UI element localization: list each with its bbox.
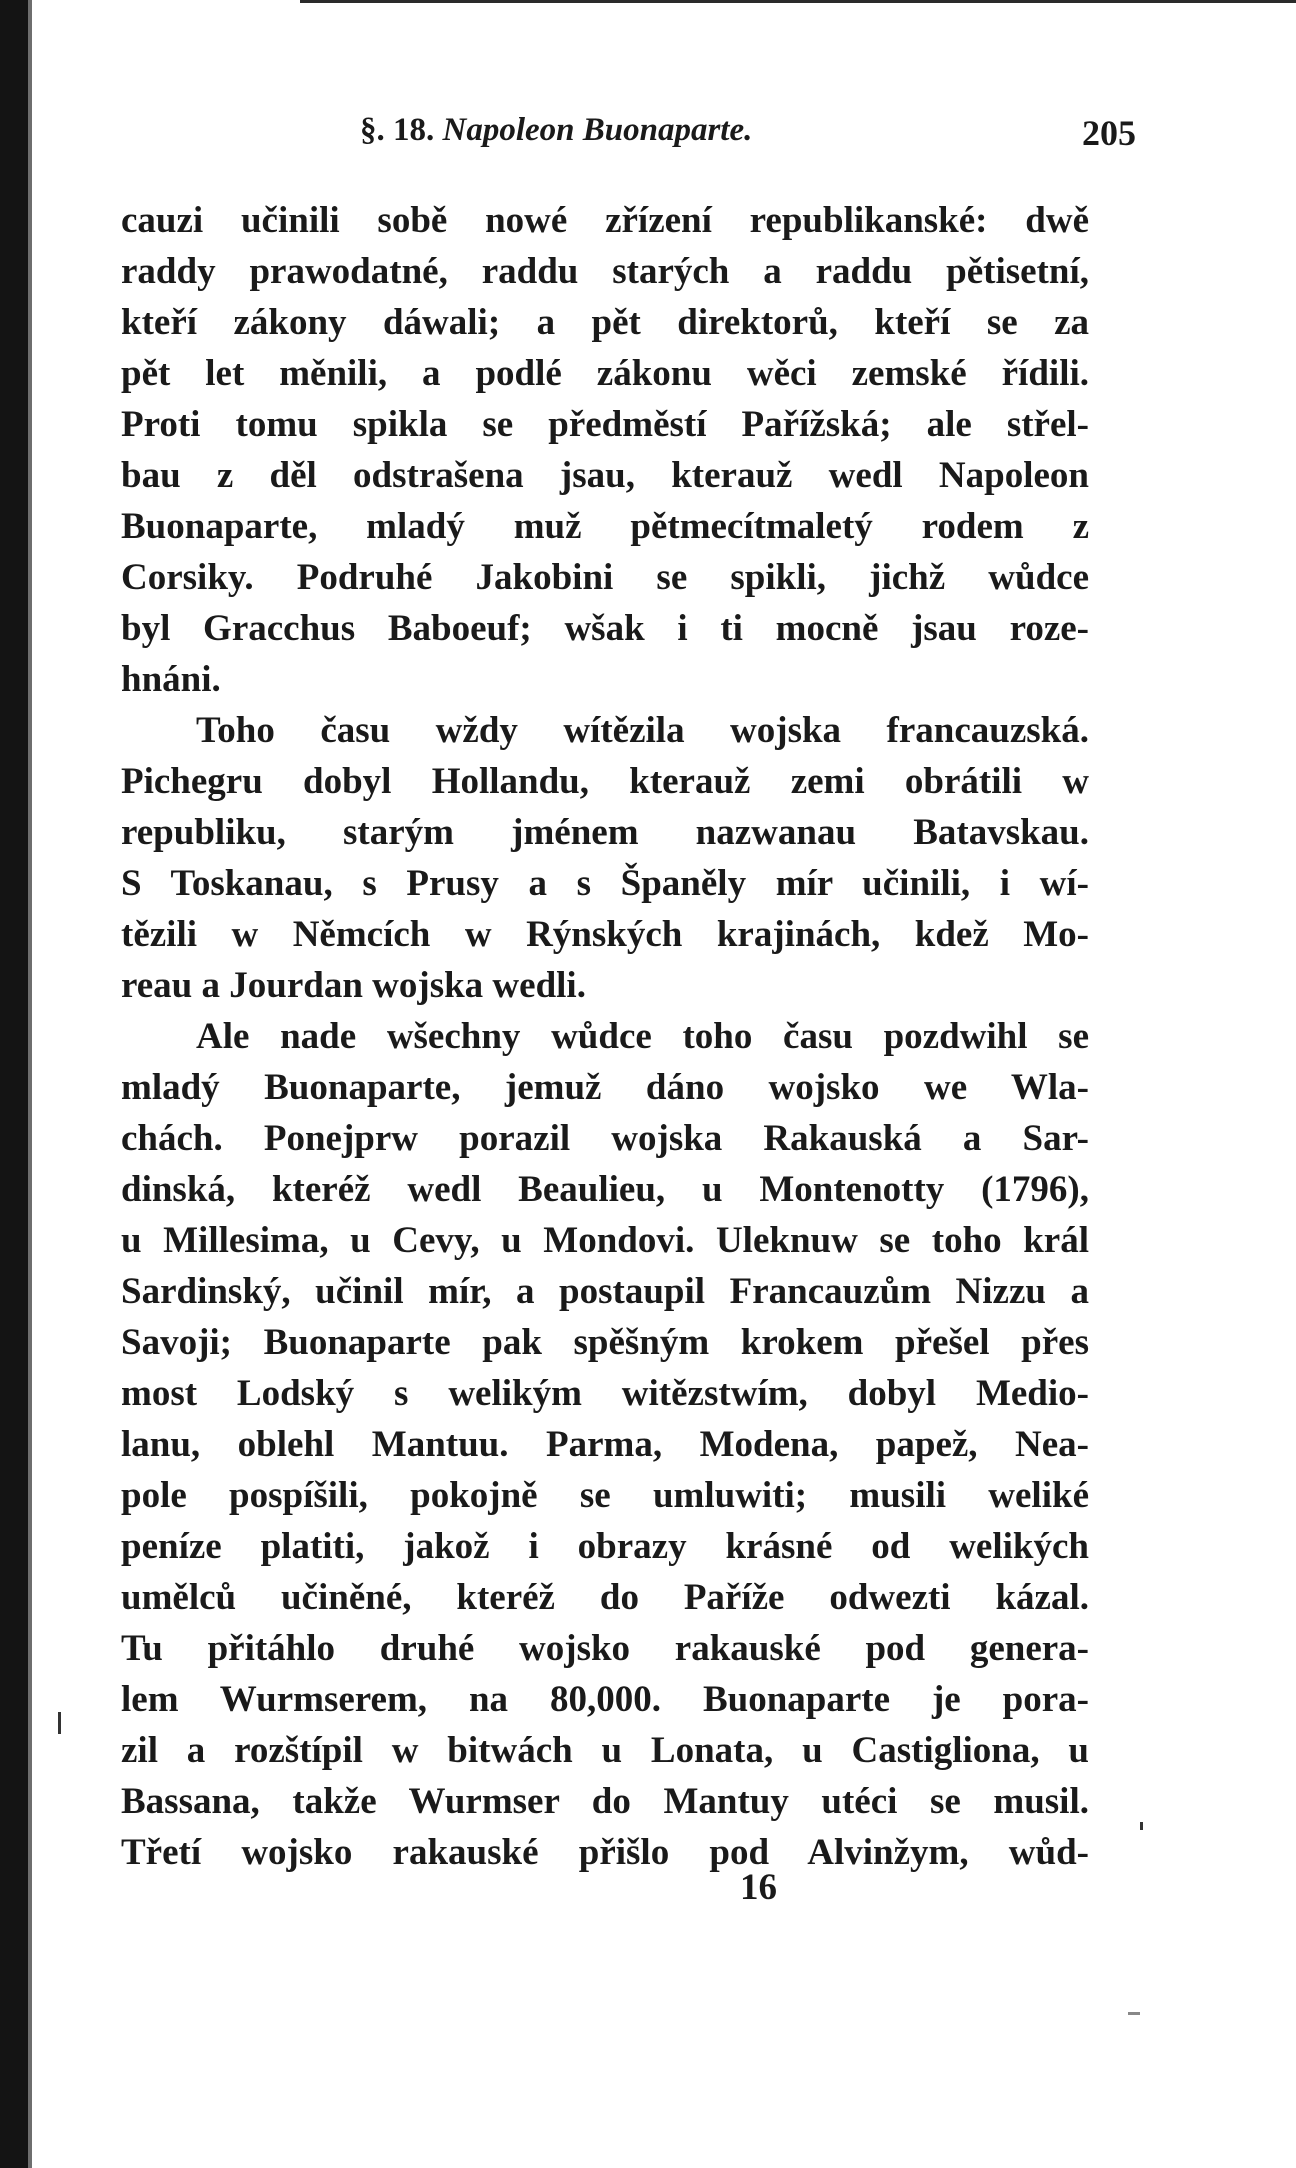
text-line: byl Gracchus Baboeuf; wšak i ti mocně jsau roze-	[121, 608, 1089, 649]
paragraph-start: Toho času wždy wítězila wojska francauzská.	[196, 710, 1089, 751]
text-line: kteří zákony dáwali; a pět direktorů, kteří se za	[121, 302, 1089, 343]
section-number: §. 18.	[360, 112, 435, 148]
text-line: u Millesima, u Cevy, u Mondovi. Uleknuw se toho král	[121, 1220, 1089, 1261]
page-number: 205	[1082, 113, 1136, 153]
text-line: most Lodský s welikým witězstwím, dobyl Medio-	[121, 1373, 1089, 1414]
text-line: tězili w Němcích w Rýnských krajinách, kdež Mo-	[121, 914, 1089, 955]
text-line: Pichegru dobyl Hollandu, kterauž zemi obrátili w	[121, 761, 1089, 802]
text-line: dinská, kteréž wedl Beaulieu, u Montenotty (1796),	[121, 1169, 1089, 1210]
text-line: lem Wurmserem, na 80,000. Buonaparte je pora-	[121, 1679, 1089, 1720]
text-line: cauzi učinili sobě nowé zřízení republikanské: dwě	[121, 200, 1089, 241]
text-line: Sardinský, učinil mír, a postaupil Francauzům Nizzu a	[121, 1271, 1089, 1312]
text-line: chách. Ponejprw porazil wojska Rakauská a Sar-	[121, 1118, 1089, 1159]
text-line: republiku, starým jménem nazwanau Batavskau.	[121, 812, 1089, 853]
text-line: Buonaparte, mladý muž pětmecítmaletý rodem z	[121, 506, 1089, 547]
text-line: Bassana, takže Wurmser do Mantuy utéci se musil.	[121, 1781, 1089, 1822]
text-line: S Toskanau, s Prusy a s Španěly mír učinili, i wí-	[121, 863, 1089, 904]
text-line: Corsiky. Podruhé Jakobini se spikli, jichž wůdce	[121, 557, 1089, 598]
scan-speck	[58, 1712, 61, 1734]
text-line: raddy prawodatné, raddu starých a raddu pětisetní,	[121, 251, 1089, 292]
page-top-edge	[300, 0, 1296, 3]
text-line: Třetí wojsko rakauské přišlo pod Alvinžym, wůd-	[121, 1832, 1089, 1873]
text-line: pole pospíšili, pokojně se umluwiti; musili weliké	[121, 1475, 1089, 1516]
body-text	[121, 195, 1089, 1878]
text-line: peníze platiti, jakož i obrazy krásné od welikých	[121, 1526, 1089, 1567]
text-line: zil a rozštípil w bitwách u Lonata, u Castigliona, u	[121, 1730, 1089, 1771]
paragraph-start: Ale nade wšechny wůdce toho času pozdwihl se	[196, 1016, 1089, 1057]
running-title: Napoleon Buonaparte.	[442, 112, 753, 148]
binding-edge	[0, 0, 28, 2168]
signature-mark: 16	[740, 1867, 777, 1908]
scan-speck	[1128, 2012, 1140, 2015]
page-header	[360, 112, 1136, 162]
binding-shadow	[28, 0, 32, 2168]
text-line: mladý Buonaparte, jemuž dáno wojsko we Wla-	[121, 1067, 1089, 1108]
running-head	[360, 112, 752, 149]
text-line: Tu přitáhlo druhé wojsko rakauské pod genera-	[121, 1628, 1089, 1669]
text-line: lanu, oblehl Mantuu. Parma, Modena, papež, Nea-	[121, 1424, 1089, 1465]
text-line: pět let měnili, a podlé zákonu wěci zemské řídili.	[121, 353, 1089, 394]
text-line: reau a Jourdan wojska wedli.	[121, 965, 586, 1006]
text-line: Proti tomu spikla se předměstí Pařížská; ale střel-	[121, 404, 1089, 445]
text-line: hnáni.	[121, 659, 221, 700]
scan-speck	[1140, 1822, 1143, 1830]
text-line: bau z děl odstrašena jsau, kterauž wedl Napoleon	[121, 455, 1089, 496]
text-line: Savoji; Buonaparte pak spěšným krokem přešel přes	[121, 1322, 1089, 1363]
text-line: umělců učiněné, kteréž do Paříže odwezti kázal.	[121, 1577, 1089, 1618]
